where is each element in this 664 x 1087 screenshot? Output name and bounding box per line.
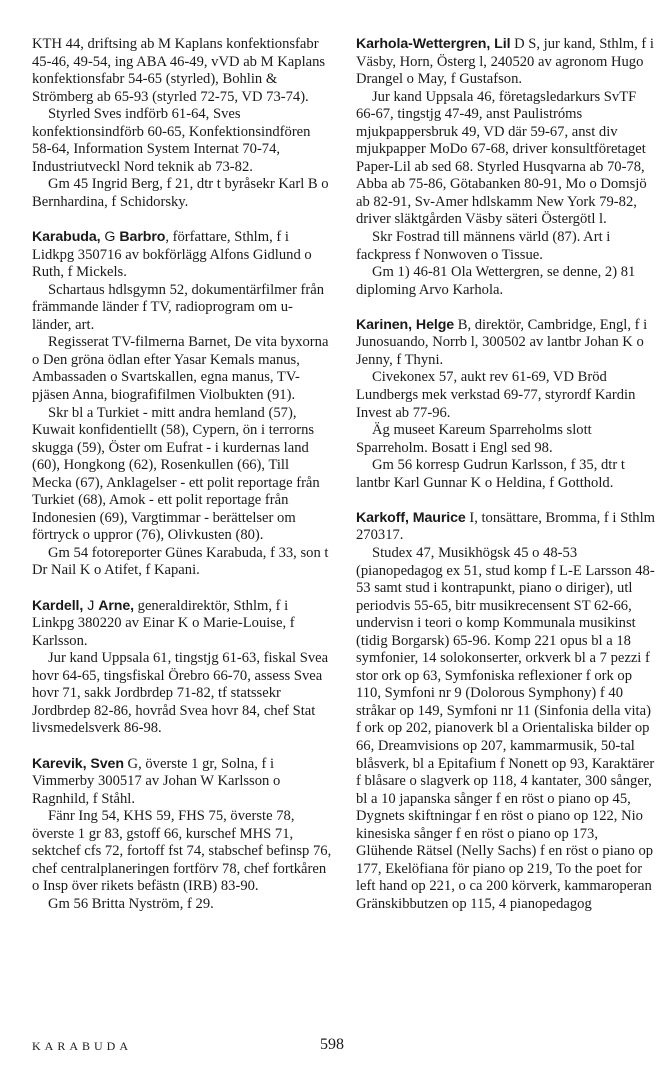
left-column [32,36,332,931]
headword-surname: Karhola-Wettergren, [356,36,491,52]
entry-intro: B, direktör, Cambridge, Engl, f i Junosuando, Norrb l, 300502 av lantbr Johan K o Jenny, f Thyni. [356,316,648,368]
headword-given: Barbro [119,229,166,246]
entry-paragraph: Skr bl a Turkiet - mitt andra hemland (57), Kuwait konfidentiellt (58), Cypern, ön i terrorns skugga (59), Öster om Eufrat - i kurdernas land (60), Hongkong (62), Rosenkullen (66), Till Mecka (67), Anklagelser - ett polit reportage från Turkiet (68), Amok - ett polit reportage från Indonesien (69), Vargtimmar - berättelser om förtryck o uppror (76), Olivkusten (80). [32,404,320,544]
headword-given: Helge [415,316,455,333]
entry-lead [356,36,656,89]
entry-paragraph: Gm 56 Britta Nyström, f 29. [48,895,214,912]
entry-intro: D S, jur kand, Sthlm, f i Väsby, Horn, Österg l, 240520 av agronom Hugo Drangel o May, f Gustafson. [356,36,654,88]
entry-paragraph: Gm 56 korresp Gudrun Karlsson, f 35, dtr t lantbr Karl Gunnar K o Heldina, f Gotthold. [356,457,625,491]
running-head: KARABUDA [32,1039,133,1053]
page-number: 598 [320,1036,344,1053]
entry-paragraph: Styrled Sves indförb 61-64, Sves konfektionsindförb 60-65, Konfektionsindfören 58-64, Information System Internat 70-74, Industriutveckl Nord teknik ab 73-82. [32,106,311,175]
entry-intro: , författare, Sthlm, f i Lidkpg 350716 av bokförlägg Alfons Gidlund o Ruth, f Mickels. [32,229,312,281]
entry-intro: generaldirektör, Sthlm, f i Linkpg 380220 av Einar K o Marie-Louise, f Karlsson. [32,597,295,649]
headword-surname: Kardell, [32,597,84,614]
entry-lead [32,756,332,809]
entry-paragraph: Äg museet Kareum Sparreholms slott Sparreholm. Bosatt i Engl sed 98. [356,422,592,456]
entry-intro: G, överste 1 gr, Solna, f i Vimmerby 300517 av Johan W Karlsson o Ragnhild, f Ståhl. [32,755,281,807]
entry-paragraph: Schartaus hdlsgymn 52, dokumentärfilmer från främmande länder f TV, radioprogram om u-länder, art. [32,281,324,333]
entry-lead [356,317,656,370]
entry-karkoff [356,510,656,914]
entry-karhola-wettergren [356,36,656,299]
entry-paragraph: Gm 1) 46-81 Ola Wettergren, se denne, 2) 81 diploming Arvo Karhola. [356,264,636,298]
entry-karabuda [32,229,332,580]
headword-given: Maurice [412,509,466,526]
entry-intro: I, tonsättare, Bromma, f i Sthlm 270317. [356,509,655,544]
entry-karevik [32,756,332,914]
entry-paragraph: Gm 54 fotoreporter Günes Karabuda, f 33, son t Dr Nail K o Atifet, f Kapani. [32,544,329,579]
entry-paragraph: Fänr Ing 54, KHS 59, FHS 75, överste 78, överste 1 gr 83, gstoff 66, kurschef MHS 71, sektchef cfs 72, fortoff fst 74, stabschef befinsp 76, chef centralplaneringen fortförv 78, chef fortkåren o Insp över rikets befästn (IRB) 83-90. [32,808,332,895]
entry-lead [32,598,332,651]
entry-karinen [356,317,656,492]
headword-surname: Karinen, [356,316,412,333]
entry-continuation [32,36,332,211]
entry-lead [356,510,656,545]
entry-paragraph: Studex 47, Musikhögsk 45 o 48-53 (pianopedagog ex 51, stud komp f L-E Larsson 48-53 samt stud i kontrapunkt, piano o diriger), utl periodvis 55-65, bitr musikrecensent ST 62-66, undervisn i teori o komp Kommunala musikinst (tidig Borgarsk) 65-96. Komp 221 opus bl a 18 symfonier, 14 solokonserter, orkverk bl a 7 pezzi f stor ork op 63, Symfoniska reflexioner f ork op 110, Symfoni nr 9 (Dolorous Symphony) f 40 stråkar op 149, Symfoni nr 11 (Sinfonia della vita) f ork op 202, pianoverk bl a Orientaliska bilder op 66, Dreamvisions op 207, kammarmusik, 50-tal blåsverk, bl a Epitafium f Nonett op 93, Karaktärer f blåsare o slagverk op 118, 4 kantater, 300 sånger, bl a 10 japanska sånger f en röst o piano op 45, Dygnets skiftningar f en röst o piano op 122, Nio kinesiska sånger f en röst o piano op 173, Glühende Rätsel (Nelly Sachs) f en röst o piano op 177, Ekelöfiana för piano op 219, To the poet for left hand op 221, o ca 200 körverk, kammaroperan Gränskibbutzen op 115, 4 pianopedagog [356,544,655,912]
entry-paragraph: Skr Fostrad till männens värld (87). Art i fackpress f Nonwoven o Tissue. [356,229,611,263]
entry-paragraph: Jur kand Uppsala 61, tingstjg 61-63, fiskal Svea hovr 64-65, tingsfiskal Örebro 66-70, assess Svea hovr 71, sakk Jordbrdep 71-82, tf statssekr Jordbrdep 82-86, hovråd Svea hovr 84, chef Stat livsmedelsverk 86-98. [32,650,329,737]
entry-paragraph: Gm 45 Ingrid Berg, f 21, dtr t byråsekr Karl B o Bernhardina, f Schidorsky. [32,176,329,210]
headword-given: Arne, [98,597,134,614]
entry-paragraph: Jur kand Uppsala 46, företagsledarkurs SvTF 66-67, tingstjg 47-49, anst Paulistróms mjukpappersbruk 49, VD där 59-67, anst div mjukpapper MoDo 67-68, driver konsultföretaget Paper-Lil ab sed 68. Styrled Husqvarna ab 70-78, Abba ab 75-86, Götabanken 80-91, Mo o Domsjö ab 82-91, Sv-Amer hdlskamm New York 79-82, driver släktgården Väsby säteri Östergötl l. [356,88,647,228]
entry-paragraph: Regisserat TV-filmerna Barnet, De vita byxorna o Den gröna ödlan efter Yasar Kemals manus, Ambassaden o Svartskallen, egna manus, TV-pjäsen Anna, biografifilmen Violbukten (91). [32,334,329,403]
entry-paragraph: Civekonex 57, aukt rev 61-69, VD Bröd Lundbergs mek verkstad 69-77, styrordf Kardin Invest ab 77-96. [356,369,636,421]
headword-surname: Karevik, [32,755,87,772]
entry-lead [32,229,332,282]
headword-initial: G [100,229,120,246]
headword-surname: Karabuda, [32,229,101,246]
headword-surname: Karkoff, [356,509,409,526]
headword-initial: J [83,597,99,614]
entry-kardell [32,598,332,738]
entry-paragraph: KTH 44, driftsing ab M Kaplans konfektionsfabr 45-46, 49-54, ing ABA 46-49, vVD ab M Kaplans konfektionsfabr 54-65 (styrled), Bohlin & Strömberg ab 65-93 (styrled 72-75, VD 73-74). [32,36,326,105]
right-column [356,36,656,931]
headword-given: Sven [90,755,124,772]
headword-given: Lil [494,36,511,52]
